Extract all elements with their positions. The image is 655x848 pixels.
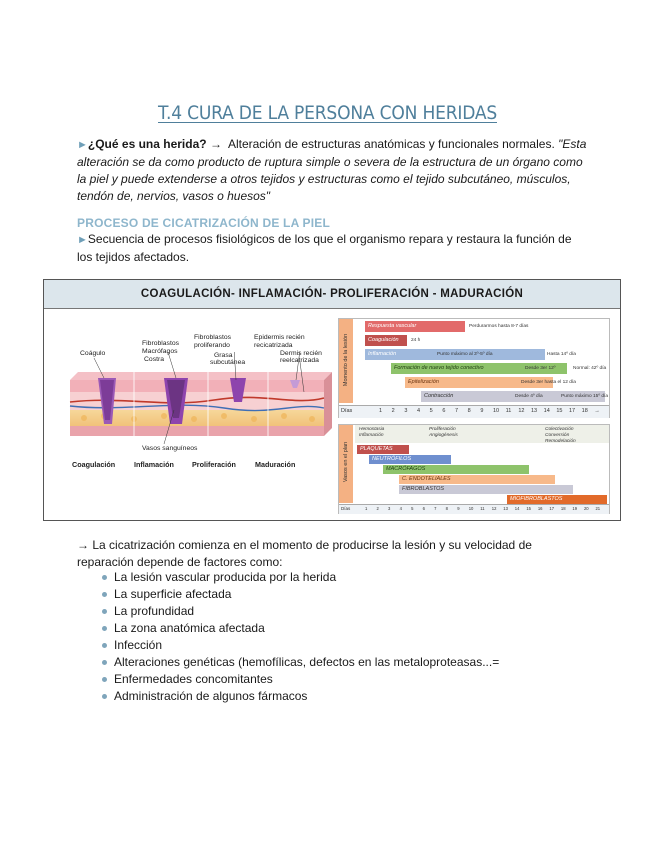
bullet-dot-icon (102, 660, 107, 665)
cells-header-1: Hemostasia Inflamación (359, 427, 385, 438)
axis-tick: 15 (526, 506, 531, 511)
list-item: Enfermedades concomitantes (114, 671, 499, 688)
bar-miofibroblastos: MIOFIBROBLASTOS (507, 495, 607, 504)
section-line1: Secuencia de procesos fisiológicos de los que el organismo repara y restaura la función de (87, 232, 572, 246)
axis-tick: 11 (480, 506, 485, 511)
figure-header: COAGULACIÓN- INFLAMACIÓN- PROLIFERACIÓN - MADURACIÓN (44, 280, 620, 309)
label-macrofagos: Macrófagos (142, 348, 178, 355)
arrow-bullet-icon: ► (77, 139, 88, 151)
label-grasa-1: Grasa (214, 352, 233, 359)
stage-coagulacion: Coagulación (72, 460, 116, 469)
label-fibroblastos: Fibroblastos (142, 340, 180, 347)
note-tejido-conectivo: Desde 3er 12º (525, 366, 556, 371)
axis-tick: 6 (442, 408, 446, 414)
bullet-dot-icon (102, 626, 107, 631)
axis-tick: → (594, 408, 600, 414)
axis-tick: 8 (445, 506, 448, 511)
axis-tick: 3 (404, 408, 408, 414)
axis-tick: 20 (583, 506, 589, 511)
bullet-dot-icon (102, 609, 107, 614)
axis-tick: 2 (391, 408, 395, 414)
label-costra: Costra (144, 356, 165, 363)
timeline-side-label: Momento de la lesión (343, 333, 349, 387)
bar-inflamacion: Inflamación (365, 349, 545, 360)
label-dermis-1: Dermis recién (280, 350, 322, 357)
list-item: La zona anatómica afectada (114, 620, 499, 637)
bar-coagulacion: Coagulación (365, 335, 407, 346)
bullet-dot-icon (102, 677, 107, 682)
closing-arrow: → (77, 538, 89, 552)
axis-ticks (379, 408, 607, 417)
label-grasa-2: subcutánea (210, 359, 246, 366)
axis-tick: 9 (480, 408, 484, 414)
bullet-dot-icon (102, 694, 107, 699)
intro-quote-start: "Esta (558, 137, 587, 151)
arrow-bullet-icon: ► (77, 234, 88, 246)
bar-fibroblastos: FIBROBLASTOS (399, 485, 573, 494)
axis-tick: 16 (537, 506, 543, 511)
intro-line2: alteración se da como producto de ruptura simple o severa de la estructura de un órgano como (77, 155, 583, 169)
axis-tick: 13 (503, 506, 508, 511)
stage-maduracion: Maduración (255, 460, 296, 469)
cells-axis (339, 504, 609, 514)
list-item: Administración de algunos fármacos (114, 688, 499, 705)
cells-timeline-chart (338, 424, 610, 514)
axis-tick: 1 (365, 506, 368, 511)
axis-tick: 7 (434, 506, 437, 511)
axis-tick: 6 (422, 506, 425, 511)
axis-tick: 12 (491, 506, 497, 511)
note-inflamacion: Punto máximo al 3º-5º día (437, 352, 493, 357)
cells-header-2: Proliferación Angiogénesis (429, 427, 458, 438)
phases-timeline-chart (338, 318, 610, 418)
note-tejido-conectivo-2: Normal: 42º día (573, 366, 607, 371)
bar-epitelizacion: Epitelización (405, 377, 553, 388)
skin-layers-drawing (64, 352, 336, 472)
bar-neutrofilos: NEUTRÓFILOS (369, 455, 451, 464)
axis-label-dias-bottom: Días (341, 506, 351, 511)
bar-macrofagos: MACRÓFAGOS (383, 465, 529, 474)
label-epidermis-2: recicatrizada (254, 342, 293, 349)
note-contraccion: Desde 4º día (515, 394, 543, 399)
list-item: Infección (114, 637, 499, 654)
bar-contraccion: Contracción (421, 391, 605, 402)
axis-tick: 14 (514, 506, 520, 511)
label-fibroblastos-proliferando-1: Fibroblastos (194, 334, 232, 341)
axis-tick: 12 (518, 408, 525, 414)
closing-line2: reparación depende de factores como: (77, 555, 283, 569)
stage-inflamacion: Inflamación (134, 460, 174, 469)
closing-line1: La cicatrización comienza en el momento de producirse la lesión y su velocidad de (92, 538, 532, 552)
section-line2: los tejidos afectados. (77, 250, 190, 264)
axis-tick: 8 (467, 408, 471, 414)
axis-tick: 18 (560, 506, 566, 511)
axis-tick: 7 (455, 408, 459, 414)
label-dermis-2: reelcatrizada (280, 357, 319, 364)
skin-healing-illustration (64, 334, 336, 472)
note-epitelizacion: Desde 3er hasta el 12 día (521, 380, 576, 385)
axis-label-dias: Días (341, 408, 353, 414)
factors-list (114, 569, 499, 705)
cells-header-3: Colectivación Conversión Remodelación (545, 427, 576, 444)
bar-tejido-conectivo: Formación de nuevo tejido conectivo (391, 363, 567, 374)
axis-tick: 10 (493, 408, 500, 414)
bar-plaquetas: PLAQUETAS (357, 445, 409, 454)
note-respuesta-vascular: Perdurarmos hasta 8-7 días (469, 324, 529, 329)
axis-tick: 11 (505, 408, 512, 414)
list-item: La profundidad (114, 603, 499, 620)
axis-tick: 14 (543, 408, 550, 414)
axis-tick: 15 (556, 408, 563, 414)
note-contraccion-2: Punto máximo 15º día (561, 394, 609, 399)
axis-tick: 17 (569, 408, 576, 414)
bar-endoteliales: C. ENDOTELIALES (399, 475, 555, 484)
note-inflamacion-2: Hasta 14º día (547, 352, 576, 357)
intro-paragraph (77, 136, 587, 205)
axis-tick: 21 (595, 506, 601, 511)
intro-definition: Alteración de estructuras anatómicas y funcionales normales. (227, 137, 555, 151)
axis-tick: 13 (531, 408, 538, 414)
axis-tick: 17 (549, 506, 555, 511)
list-item: Alteraciones genéticas (hemofílicas, defectos en las metaloproteasas...= (114, 654, 499, 671)
list-item: La lesión vascular producida por la herida (114, 569, 499, 586)
label-fibroblastos-proliferando-2: proliferando (194, 342, 230, 349)
axis-tick: 18 (581, 408, 588, 414)
section-paragraph (77, 231, 587, 266)
axis-tick: 9 (457, 506, 460, 511)
axis-tick: 5 (429, 408, 433, 414)
intro-question: ¿Qué es una herida? (87, 137, 207, 151)
axis-tick: 10 (468, 506, 474, 511)
bar-respuesta-vascular: Respuesta vascular (365, 321, 465, 332)
axis-tick: 4 (417, 408, 421, 414)
label-coagulo: Coágulo (80, 350, 106, 357)
label-vasos: Vasos sanguíneos (142, 445, 198, 452)
axis-tick: 2 (376, 506, 379, 511)
page-title: T.4 CURA DE LA PERSONA CON HERIDAS (158, 102, 497, 124)
intro-arrow: → (209, 137, 222, 151)
label-epidermis-1: Epidermis recién (254, 334, 305, 341)
note-coagulacion: 24 h (411, 338, 421, 343)
bullet-dot-icon (102, 575, 107, 580)
cells-side-label: Vasos en el plan (343, 441, 349, 483)
list-item: La superficie afectada (114, 586, 499, 603)
axis-ticks-bottom (365, 506, 607, 513)
axis-tick: 4 (399, 506, 402, 511)
closing-paragraph (77, 537, 557, 571)
bullet-dot-icon (102, 643, 107, 648)
healing-phases-figure (43, 279, 621, 521)
timeline-axis (339, 405, 609, 418)
axis-tick: 19 (572, 506, 578, 511)
axis-tick: 1 (379, 408, 383, 414)
axis-tick: 3 (388, 506, 391, 511)
axis-tick: 5 (411, 506, 414, 511)
intro-line3: la piel y puede extenderse a otros tejidos y estructuras como el tejido subcutáneo, músculos, (77, 172, 571, 186)
intro-line4: tendón de, nervios, vasos o huesos" (77, 189, 271, 203)
bullet-dot-icon (102, 592, 107, 597)
section-heading: PROCESO DE CICATRIZACIÓN DE LA PIEL (77, 216, 331, 230)
stage-proliferacion: Proliferación (192, 460, 236, 469)
